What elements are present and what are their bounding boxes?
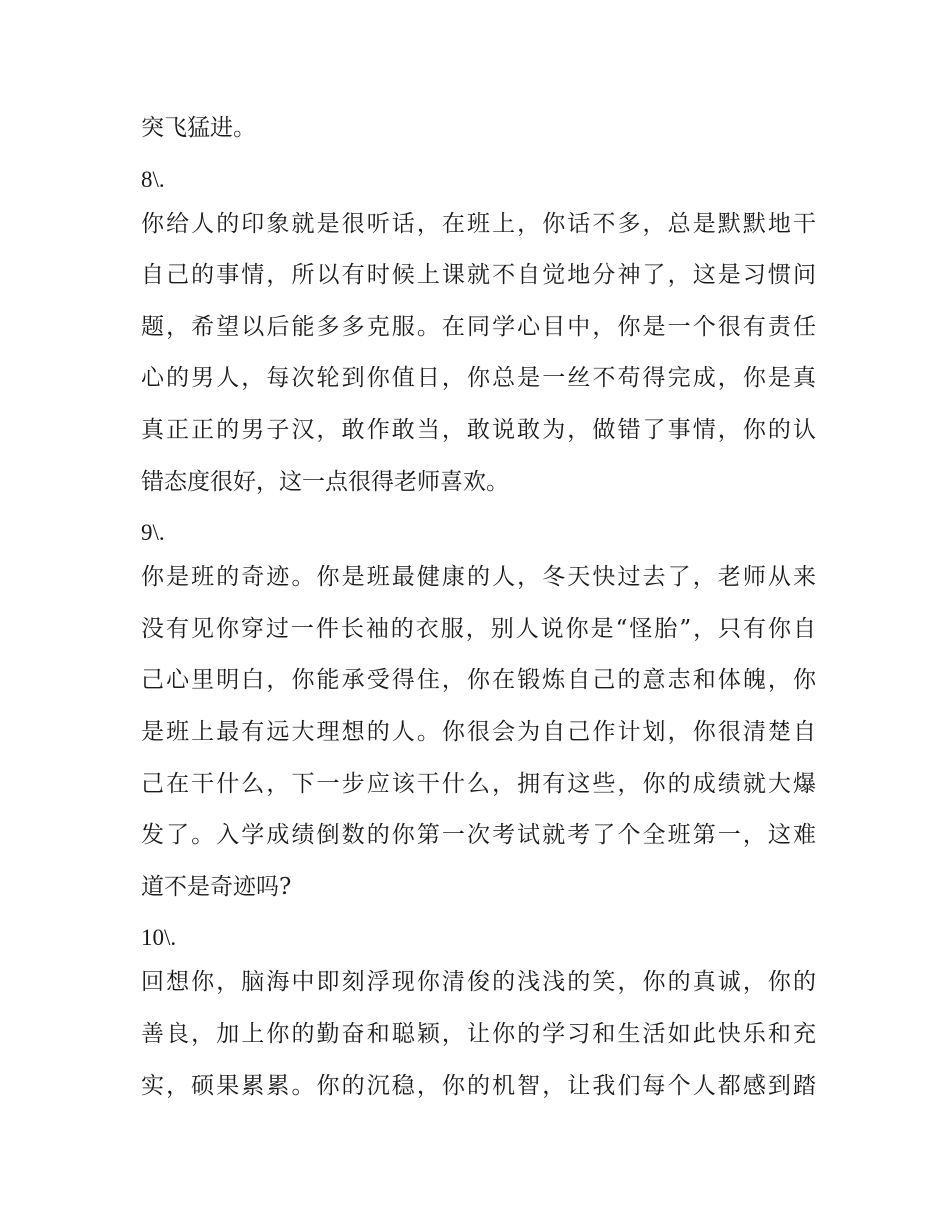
paragraph-line: 发了。入学成绩倒数的你第一次考试就考了个全班第一，这难 (141, 822, 816, 849)
paragraph-line: 题，希望以后能多多克服。在同学心目中，你是一个很有责任 (141, 313, 816, 340)
item-number: 8\. (141, 166, 165, 192)
paragraph-line: 心的男人，每次轮到你值日，你总是一丝不苟得完成，你是真 (141, 365, 816, 392)
paragraph-line: 善良，加上你的勤奋和聪颖，让你的学习和生活如此快乐和充 (141, 1020, 816, 1047)
paragraph-line: 是班上最有远大理想的人。你很会为自己作计划，你很清楚自 (141, 718, 816, 745)
paragraph-line: 你给人的印象就是很听话，在班上，你话不多，总是默默地干 (141, 210, 816, 237)
item-number: 10\. (141, 925, 177, 951)
paragraph-line: 实，硕果累累。你的沉稳，你的机智，让我们每个人都感到踏 (141, 1072, 816, 1099)
document-body (141, 106, 816, 1115)
paragraph-line: 回想你，脑海中即刻浮现你清俊的浅浅的笑，你的真诚，你的 (141, 969, 816, 996)
paragraph-line: 错态度很好，这一点很得老师喜欢。 (141, 468, 509, 495)
item-number: 9\. (141, 520, 165, 546)
paragraph-line: 没有见你穿过一件长袖的衣服，别人说你是“怪胎”，只有你自 (141, 615, 816, 642)
paragraph-line: 突飞猛进。 (141, 115, 256, 141)
paragraph-line: 己在干什么，下一步应该干什么，拥有这些，你的成绩就大爆 (141, 770, 816, 797)
paragraph-line: 己心里明白，你能承受得住，你在锻炼自己的意志和体魄，你 (141, 667, 816, 694)
paragraph-line: 自己的事情，所以有时候上课就不自觉地分神了，这是习惯问 (141, 262, 816, 289)
paragraph-line: 真正正的男子汉，敢作敢当，敢说敢为，做错了事情，你的认 (141, 416, 816, 443)
paragraph-line: 道不是奇迹吗? (141, 873, 292, 900)
paragraph-line: 你是班的奇迹。你是班最健康的人，冬天快过去了，老师从来 (141, 564, 816, 591)
